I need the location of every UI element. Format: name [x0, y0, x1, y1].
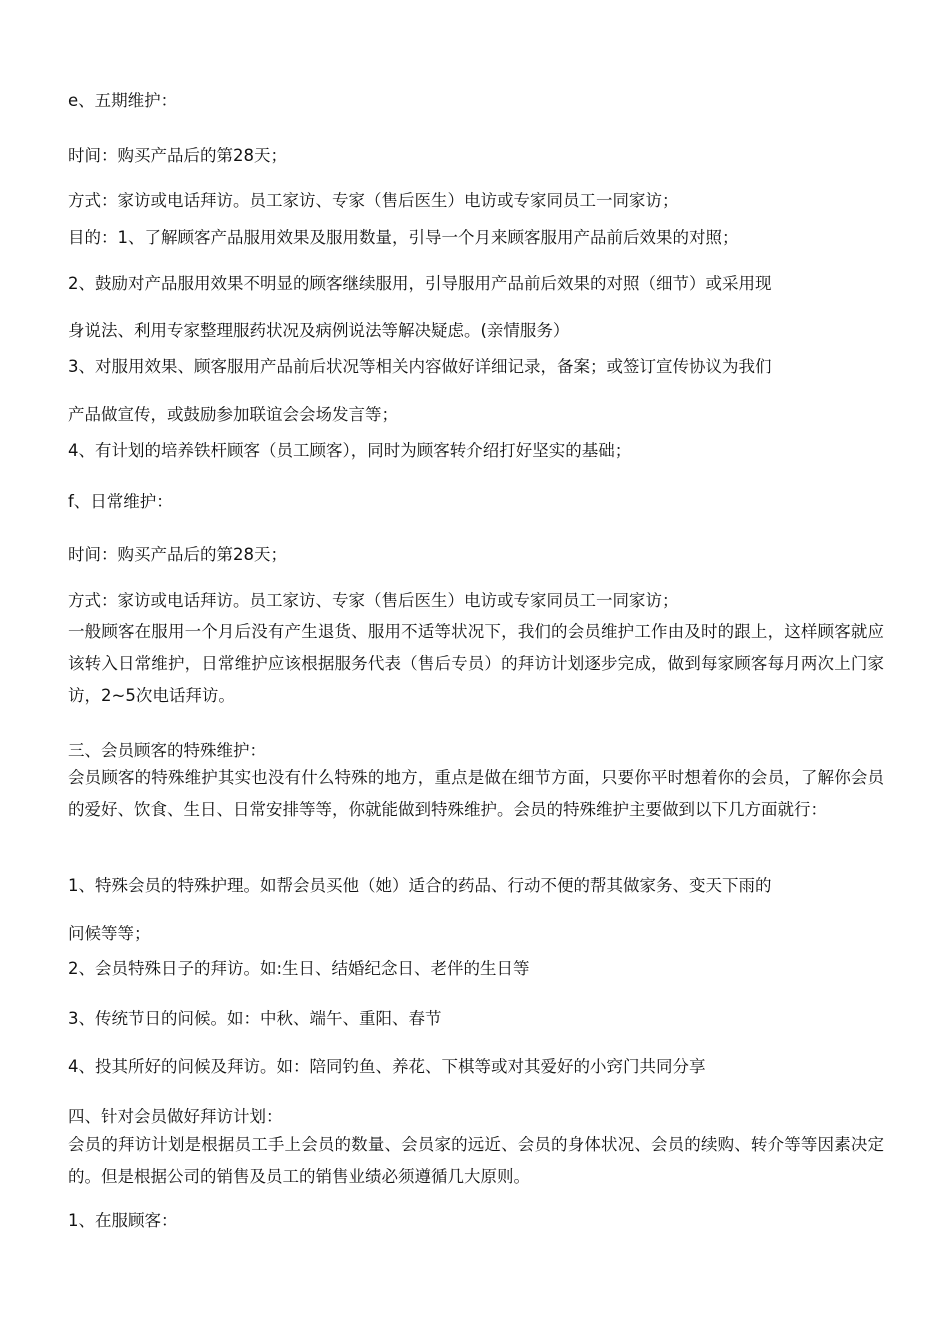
section-4-heading: 四、针对会员做好拜访计划：	[68, 1107, 283, 1126]
section-e-item-4: 4、有计划的培养铁杆顾客（员工顾客），同时为顾客转介绍打好坚实的基础；	[68, 441, 632, 460]
section-e-item-3-line-2: 产品做宣传，或鼓励参加联谊会会场发言等；	[68, 405, 398, 424]
section-3-item-3: 3、传统节日的问候。如：中秋、端午、重阳、春节	[68, 1009, 442, 1028]
section-e-purpose-1: 目的：1、了解顾客产品服用效果及服用数量，引导一个月来顾客服用产品前后效果的对照；	[68, 228, 739, 247]
section-e-heading: e、五期维护：	[68, 91, 178, 110]
section-3-item-2: 2、会员特殊日子的拜访。如:生日、结婚纪念日、老伴的生日等	[68, 959, 530, 978]
section-3-item-1-line-2: 问候等等；	[68, 924, 151, 943]
section-e-item-2-line-1: 2、鼓励对产品服用效果不明显的顾客继续服用，引导服用产品前后效果的对照（细节）或采用现	[68, 274, 772, 293]
section-e-method: 方式：家访或电话拜访。员工家访、专家（售后医生）电访或专家同员工一同家访；	[68, 191, 679, 210]
section-f-time: 时间：购买产品后的第28天；	[68, 545, 287, 564]
section-e-item-2-line-2: 身说法、利用专家整理服药状况及病例说法等解决疑虑。(亲情服务）	[68, 321, 570, 340]
section-f-method: 方式：家访或电话拜访。员工家访、专家（售后医生）电访或专家同员工一同家访；	[68, 591, 679, 610]
section-4-paragraph: 会员的拜访计划是根据员工手上会员的数量、会员家的远近、会员的身体状况、会员的续购、转介等等因素决定的。但是根据公司的销售及员工的销售业绩必须遵循几大原则。	[68, 1135, 884, 1186]
section-3-item-4: 4、投其所好的问候及拜访。如：陪同钓鱼、养花、下棋等或对其爱好的小窍门共同分享	[68, 1057, 706, 1076]
section-3-paragraph: 会员顾客的特殊维护其实也没有什么特殊的地方，重点是做在细节方面，只要你平时想着你的会员，了解你会员的爱好、饮食、生日、日常安排等等，你就能做到特殊维护。会员的特殊维护主要做到以下几方面就行：	[68, 768, 884, 819]
section-3-heading: 三、会员顾客的特殊维护：	[68, 741, 266, 760]
section-f-heading: f、日常维护：	[68, 492, 173, 511]
section-3-item-1-line-1: 1、特殊会员的特殊护理。如帮会员买他（她）适合的药品、行动不便的帮其做家务、变天下雨的	[68, 876, 772, 895]
section-4-item-1: 1、在服顾客：	[68, 1211, 178, 1230]
section-f-paragraph: 一般顾客在服用一个月后没有产生退货、服用不适等状况下，我们的会员维护工作由及时的跟上，这样顾客就应该转入日常维护，日常维护应该根据服务代表（售后专员）的拜访计划逐步完成，做到每家顾客每月两次上门家访，2~5次电话拜访。	[68, 622, 884, 705]
section-e-time: 时间：购买产品后的第28天；	[68, 146, 287, 165]
section-e-item-3-line-1: 3、对服用效果、顾客服用产品前后状况等相关内容做好详细记录，备案；或签订宣传协议为我们	[68, 357, 772, 376]
